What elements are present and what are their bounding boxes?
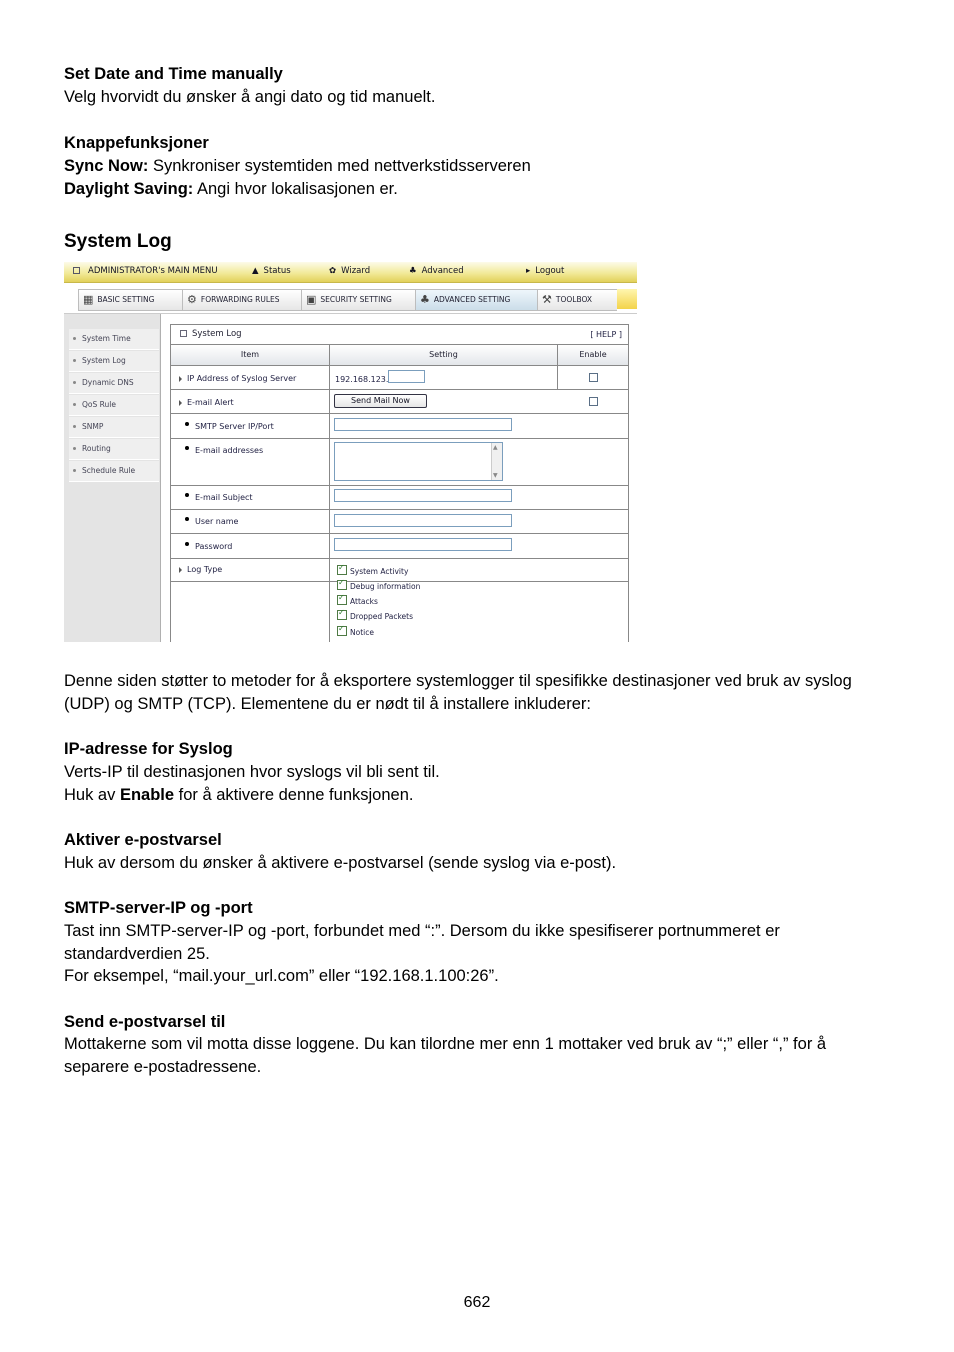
sidebar-item-snmp[interactable]: SNMP [69, 417, 159, 438]
email-subject-input[interactable] [334, 489, 512, 502]
ip-text-pre: Huk av [64, 786, 120, 804]
status-icon: ▲ [252, 266, 259, 276]
section-title-set-date: Set Date and Time manually [64, 65, 283, 83]
row-label-log-type: Log Type [179, 565, 222, 574]
bullet-icon [185, 493, 189, 497]
row-divider [171, 509, 628, 510]
logout-arrow-icon: ▸ [526, 266, 531, 276]
advanced-icon: ♣ [409, 266, 417, 276]
section-title-smtp: SMTP-server-IP og -port [64, 899, 253, 917]
advanced-link[interactable]: ♣ Advanced [409, 266, 464, 276]
smtp-server-input[interactable] [334, 418, 512, 431]
sidebar-item-dynamic-dns[interactable]: Dynamic DNS [69, 373, 159, 394]
section-title-send: Send e-postvarsel til [64, 1013, 226, 1031]
column-header-enable: Enable [558, 345, 628, 366]
row-label-email-subject: E-mail Subject [185, 493, 253, 502]
enable-email-alert-checkbox[interactable] [589, 397, 598, 406]
checkbox-checked-icon [337, 565, 347, 575]
system-log-heading: System Log [64, 231, 172, 252]
wizard-link[interactable]: ✿ Wizard [329, 266, 371, 276]
ip-text-enable: Enable [119, 786, 175, 804]
status-link[interactable]: ▲ Status [252, 266, 291, 276]
row-divider [171, 485, 628, 486]
ip-prefix: 192.168.123. [335, 375, 389, 384]
row-label-user-name: User name [185, 517, 238, 526]
page-number: 662 [463, 1294, 491, 1311]
nav-forwarding-rules[interactable]: ⚙ FORWARDING RULES [183, 290, 302, 310]
section-text-send: Mottakerne som vil motta disse loggene. Du kan tilordne mer enn 1 mottaker ved bruk av “;” eller “,” for å separere e-postadressene. [64, 1035, 827, 1076]
triangle-icon [179, 376, 182, 382]
nav-toolbox[interactable]: ⚒ TOOLBOX [538, 290, 618, 310]
menu-square-icon [73, 267, 80, 274]
nav-advanced-setting[interactable]: ♣ ADVANCED SETTING [416, 290, 538, 310]
nav-end-decoration [617, 289, 637, 309]
daylight-saving-description [64, 178, 894, 201]
bullet-icon [185, 542, 189, 546]
daylight-saving-text: Angi hvor lokalisasjonen er. [193, 180, 398, 198]
help-link[interactable]: [ HELP ] [590, 330, 622, 339]
section-text-smtp-2: For eksempel, “mail.your_url.com” eller “192.168.1.100:26”. [64, 967, 499, 985]
forwarding-icon: ⚙ [187, 293, 197, 306]
router-screenshot [64, 262, 637, 642]
scroll-down-icon[interactable]: ▼ [493, 472, 498, 479]
sync-now-label: Sync Now: [64, 157, 149, 175]
section-title-email: Aktiver e-postvarsel [64, 831, 222, 849]
logout-link[interactable]: ▸ Logout [526, 266, 565, 276]
user-name-input[interactable] [334, 514, 512, 527]
section-text-set-date: Velg hvorvidt du ønsker å angi dato og tid manuelt. [64, 88, 436, 106]
bullet-icon [185, 422, 189, 426]
row-divider [171, 533, 628, 534]
top-menu-bar [64, 262, 637, 283]
section-text-ip-1: Verts-IP til destinasjonen hvor syslogs vil bli sent til. [64, 763, 440, 781]
sync-now-description [64, 155, 894, 178]
row-divider [171, 558, 628, 559]
triangle-icon [179, 567, 182, 573]
ip-text-post: for å aktivere denne funksjonen. [174, 786, 414, 804]
sidebar-menu [64, 314, 161, 642]
send-mail-now-button[interactable]: Send Mail Now [334, 394, 427, 408]
row-divider [171, 413, 628, 414]
nav-buttons [78, 289, 617, 311]
wizard-icon: ✿ [329, 266, 337, 276]
email-addresses-textarea[interactable] [334, 442, 503, 481]
password-input[interactable] [334, 538, 512, 551]
checkbox-checked-icon [337, 580, 347, 590]
basic-setting-icon: ▦ [83, 293, 94, 306]
section-text-smtp-1: Tast inn SMTP-server-IP og -port, forbundet med “:”. Dersom du ikke spesifiserer portnummeret er standardverdien 25. [64, 922, 780, 963]
nav-basic-setting[interactable]: ▦ BASIC SETTING [79, 290, 183, 310]
bullet-icon [185, 446, 189, 450]
column-header-item: Item [171, 345, 329, 366]
checkbox-checked-icon [337, 595, 347, 605]
column-header-setting: Setting [330, 345, 557, 366]
checkbox-checked-icon [337, 626, 347, 636]
section-text-email: Huk av dersom du ønsker å aktivere e-postvarsel (sende syslog via e-post). [64, 854, 617, 872]
enable-syslog-checkbox[interactable] [589, 373, 598, 382]
section-title-buttons: Knappefunksjoner [64, 134, 209, 152]
checkbox-checked-icon [337, 610, 347, 620]
ip-last-octet-input[interactable] [388, 370, 425, 383]
system-log-panel [170, 324, 629, 642]
sidebar-item-routing[interactable]: Routing [69, 439, 159, 460]
sync-now-text: Synkroniser systemtiden med nettverkstidsserveren [148, 157, 531, 175]
textarea-scrollbar[interactable] [491, 443, 502, 480]
bullet-icon [185, 517, 189, 521]
log-type-notice[interactable]: ✓Notice [337, 626, 374, 637]
column-divider [557, 345, 558, 389]
admin-menu-link[interactable]: ADMINISTRATOR's MAIN MENU [73, 266, 218, 276]
scroll-up-icon[interactable]: ▲ [493, 444, 498, 451]
sidebar-item-system-log[interactable]: System Log [69, 351, 159, 372]
panel-title-bar [171, 325, 628, 345]
toolbox-icon: ⚒ [542, 293, 552, 306]
sidebar-item-schedule-rule[interactable]: Schedule Rule [69, 461, 159, 482]
row-label-email-addresses: E-mail addresses [185, 446, 263, 455]
section-text-ip-2 [64, 784, 894, 807]
section-title-ip: IP-adresse for Syslog [64, 740, 233, 758]
nav-security-setting[interactable]: ▣ SECURITY SETTING [302, 290, 416, 310]
row-label-smtp: SMTP Server IP/Port [185, 422, 274, 431]
row-divider [171, 389, 628, 390]
log-type-dropped-packets[interactable]: ✓Dropped Packets [337, 610, 413, 621]
sidebar-item-system-time[interactable]: System Time [69, 329, 159, 350]
row-label-password: Password [185, 542, 232, 551]
row-label-email-alert: E-mail Alert [179, 398, 234, 407]
intro-paragraph: Denne siden støtter to metoder for å eksportere systemlogger til spesifikke destinasjoner ved bruk av syslog (UDP) og SMTP (TCP). Elementene du er nødt til å installere inkluderer: [64, 672, 852, 713]
daylight-saving-label: Daylight Saving: [64, 180, 194, 198]
panel-title: System Log [192, 329, 242, 339]
row-label-ip-address: IP Address of Syslog Server [179, 374, 296, 383]
main-nav-bar [64, 283, 637, 314]
sidebar-item-qos-rule[interactable]: QoS Rule [69, 395, 159, 416]
security-icon: ▣ [306, 293, 317, 306]
triangle-icon [179, 400, 182, 406]
log-type-system-activity[interactable]: ✓ System Activity [337, 565, 408, 576]
advanced-setting-icon: ♣ [420, 293, 430, 306]
log-type-attacks[interactable]: ✓Attacks [337, 595, 378, 606]
row-divider [171, 438, 628, 439]
log-type-debug-information[interactable]: ✓Debug information [337, 580, 420, 591]
panel-square-icon [180, 330, 187, 337]
